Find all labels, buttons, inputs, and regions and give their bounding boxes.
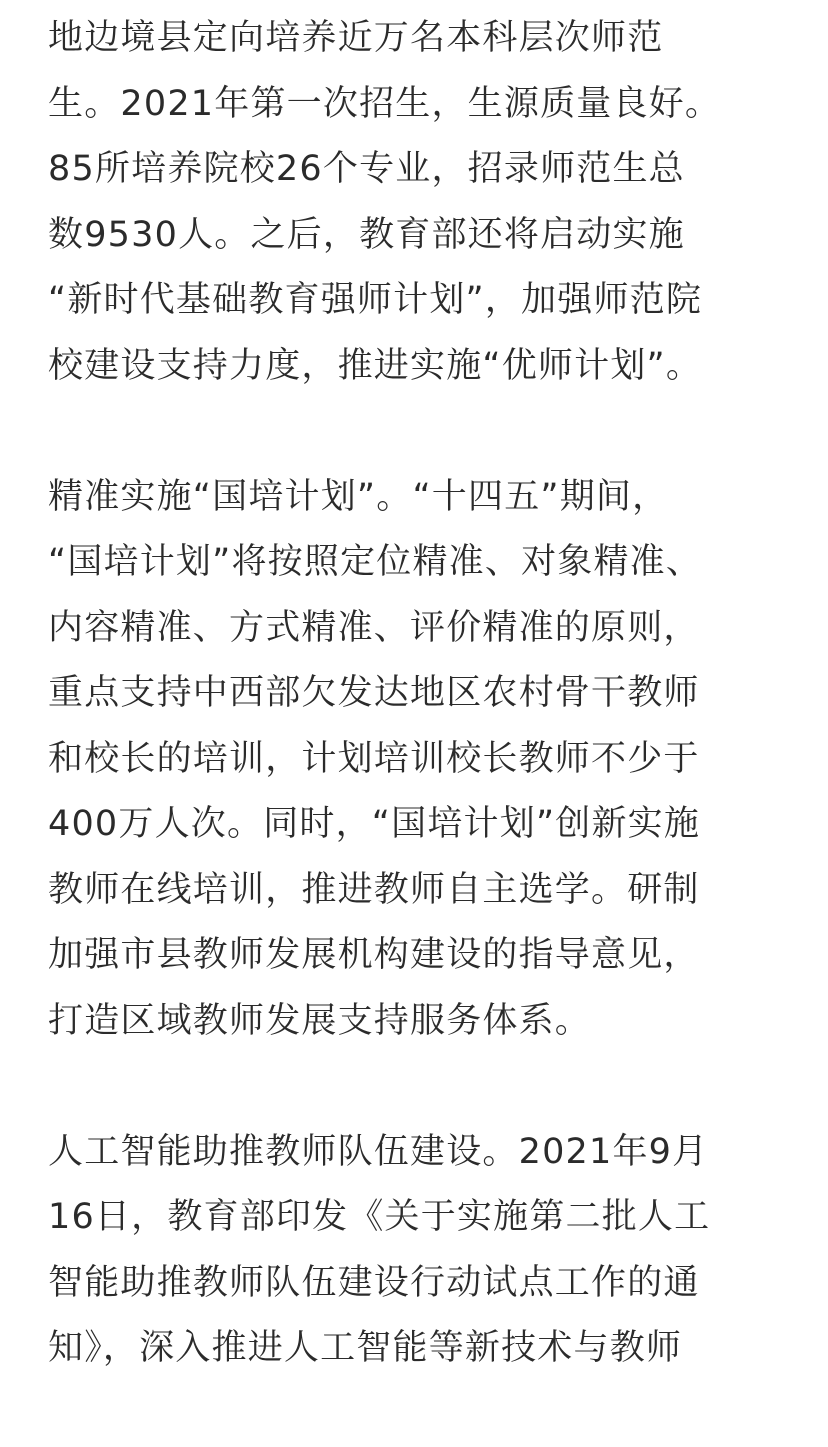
- text-line: 地边境县定向培养近万名本科层次师范: [48, 18, 664, 58]
- paragraph-teacher-training: [48, 6, 788, 399]
- text-line: 校建设支持力度，推进实施“优师计划”。: [48, 345, 703, 386]
- text-line: 教师在线培训，推进教师自主选学。研制: [48, 869, 700, 910]
- text-line: 数9530人。之后，教育部还将启动实施: [48, 214, 685, 255]
- text-line: 和校长的培训，计划培训校长教师不少于: [48, 738, 700, 779]
- text-line: 加强市县教师发展机构建设的指导意见，: [48, 935, 700, 975]
- text-line: 打造区域教师发展支持服务体系。: [48, 1000, 592, 1041]
- text-line: 精准实施“国培计划”。“十四五”期间，: [48, 476, 669, 517]
- text-line: “新时代基础教育强师计划”，加强师范院: [48, 280, 703, 320]
- text-line: 知》，深入推进人工智能等新技术与教师: [48, 1328, 683, 1368]
- paragraph-ai-teachers: [48, 1120, 788, 1382]
- text-line: 生。2021年第一次招生，生源质量良好。: [48, 83, 722, 124]
- text-line: 85所培养院校26个专业，招录师范生总: [48, 149, 685, 189]
- text-line: 人工智能助推教师队伍建设。2021年9月: [48, 1131, 709, 1172]
- text-line: 智能助推教师队伍建设行动试点工作的通: [48, 1262, 700, 1303]
- text-line: 16日，教育部印发《关于实施第二批人工: [48, 1197, 711, 1237]
- text-line: 重点支持中西部欠发达地区农村骨干教师: [48, 673, 700, 713]
- paragraph-guopei-plan: [48, 465, 788, 1055]
- article-body: [48, 6, 788, 1447]
- text-line: 400万人次。同时，“国培计划”创新实施: [48, 804, 701, 844]
- text-line: 内容精准、方式精准、评价精准的原则，: [48, 607, 700, 648]
- text-line: “国培计划”将按照定位精准、对象精准、: [48, 542, 703, 582]
